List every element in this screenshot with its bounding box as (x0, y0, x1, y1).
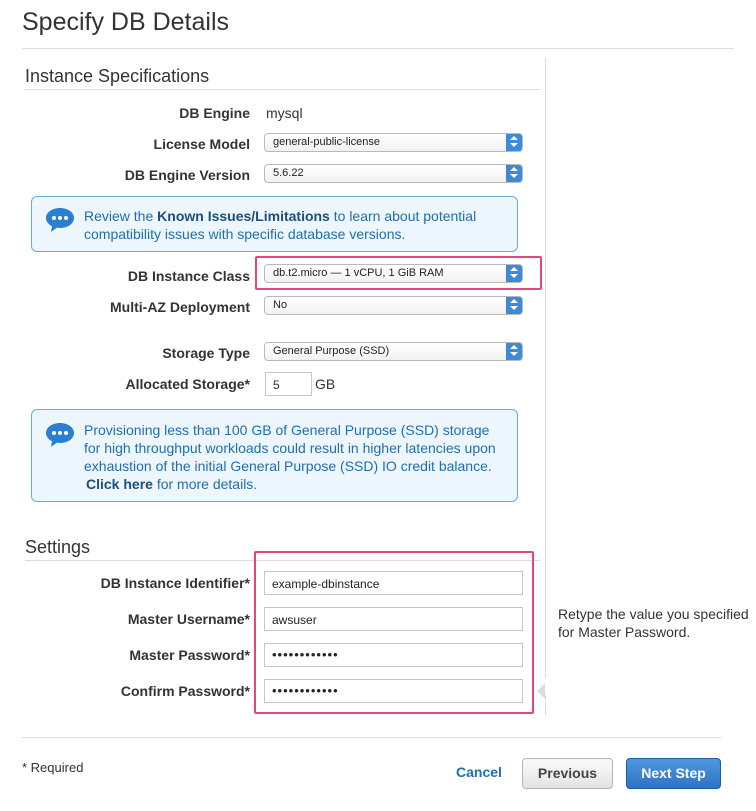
tooltip-pointer (537, 683, 545, 699)
previous-button[interactable]: Previous (522, 758, 613, 789)
confirm-password-help: Retype the value you specified for Master Password. (558, 606, 749, 640)
known-issues-link[interactable]: Known Issues/Limitations (157, 208, 330, 224)
db-instance-identifier-input[interactable]: example-dbinstance (264, 571, 523, 595)
db-engine-value: mysql (266, 105, 303, 121)
confirm-password-input[interactable]: •••••••••••• (264, 679, 523, 703)
known-issues-text: Review the Known Issues/Limitations to learn about potential compatibility issues with specific database versions. (84, 208, 477, 242)
select-arrows-icon (506, 133, 522, 152)
page-title: Specify DB Details (22, 8, 230, 36)
speech-bubble-icon (45, 422, 75, 448)
db-instance-class-highlight (255, 256, 542, 290)
master-password-label: Master Password* (129, 647, 250, 663)
multi-az-value: No (273, 299, 288, 311)
db-engine-version-label: DB Engine Version (124, 167, 250, 183)
db-engine-label: DB Engine (179, 105, 250, 121)
next-step-button[interactable]: Next Step (626, 758, 721, 789)
storage-notice-text: Provisioning less than 100 GB of General Purpose (SSD) storage for high throughput workloads could result in higher latencies upon exhaustion of the initial General Purpose (SSD) IO credit balance. Click here for more details. (84, 422, 496, 492)
column-divider-lower (545, 695, 546, 715)
db-instance-class-value: db.t2.micro — 1 vCPU, 1 GiB RAM (273, 267, 444, 279)
settings-highlight (254, 551, 534, 714)
speech-bubble-icon (45, 207, 75, 233)
select-arrows-icon (506, 342, 522, 361)
storage-type-label: Storage Type (162, 345, 250, 361)
required-note: * Required (22, 760, 84, 775)
select-arrows-icon (506, 296, 522, 315)
storage-notice (31, 409, 518, 502)
license-model-select[interactable] (264, 133, 523, 152)
license-model-value: general-public-license (273, 136, 381, 148)
instance-specifications-title: Instance Specifications (25, 66, 210, 86)
multi-az-label: Multi-AZ Deployment (110, 299, 250, 315)
master-username-label: Master Username* (127, 611, 250, 627)
db-engine-version-select[interactable] (264, 164, 523, 183)
storage-type-select[interactable] (264, 342, 523, 361)
multi-az-select[interactable] (264, 296, 523, 315)
confirm-password-label: Confirm Password* (120, 683, 250, 699)
license-model-label: License Model (153, 136, 250, 152)
master-password-input[interactable]: •••••••••••• (264, 643, 523, 667)
click-here-link[interactable]: Click here (86, 476, 153, 492)
storage-type-value: General Purpose (SSD) (273, 345, 390, 357)
select-arrows-icon (506, 164, 522, 183)
allocated-storage-input[interactable]: 5 (265, 372, 312, 396)
footer-divider (22, 737, 721, 738)
column-divider (545, 58, 546, 678)
master-username-input[interactable]: awsuser (264, 607, 523, 631)
allocated-storage-label: Allocated Storage* (125, 376, 250, 392)
title-divider (22, 48, 734, 49)
known-issues-notice (31, 196, 518, 252)
db-engine-version-value: 5.6.22 (273, 167, 304, 179)
instance-specifications-divider (25, 89, 540, 90)
db-instance-identifier-label: DB Instance Identifier* (100, 575, 250, 591)
db-instance-class-label: DB Instance Class (127, 268, 250, 284)
allocated-storage-unit: GB (315, 376, 336, 392)
cancel-button[interactable]: Cancel (456, 764, 502, 780)
settings-title: Settings (25, 537, 91, 557)
